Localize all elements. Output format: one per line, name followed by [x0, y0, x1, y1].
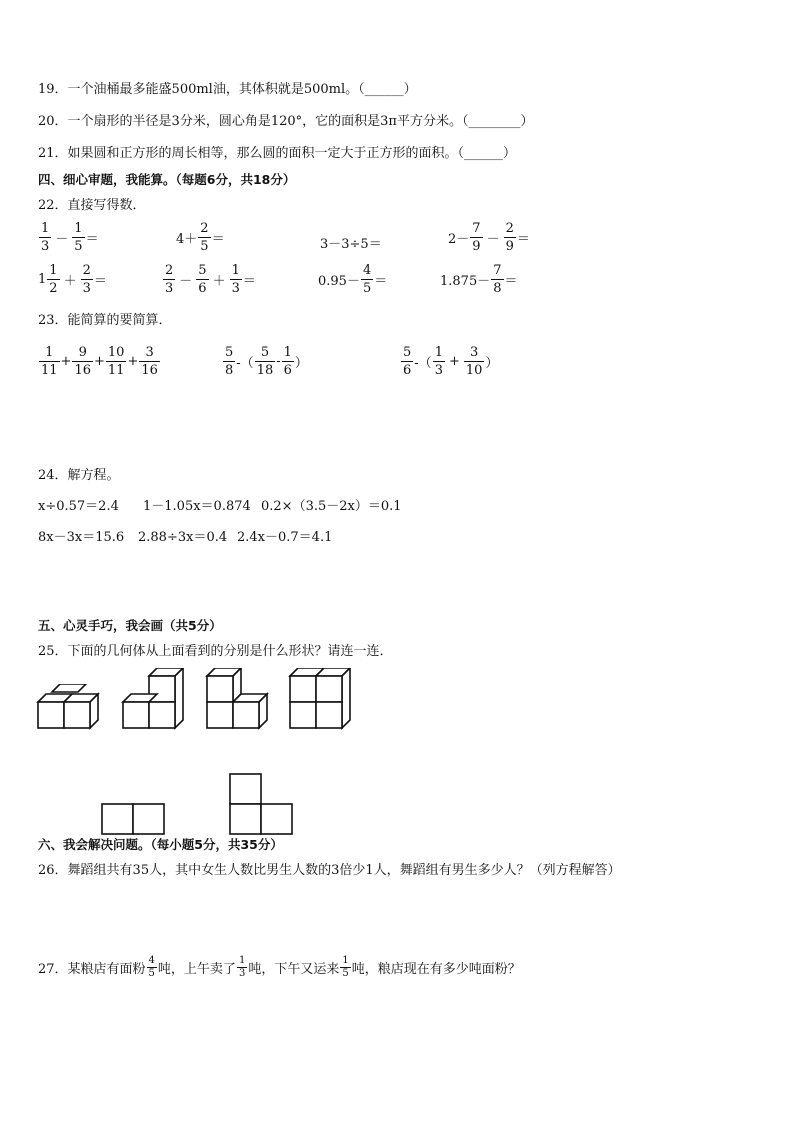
calc-expression: $\frac{2}{3}$ － $\frac{5}{6}$ ＋ $\frac{1}{3}$ ＝ — [165, 263, 256, 296]
equation: 2.4x－0.7＝4.1 — [237, 530, 333, 545]
simplify-expression: $\frac{5}{8}$ -（ $\frac{5}{18}$ - $\frac{1}{6}$ ） — [225, 345, 308, 378]
calc-expression: 2－ $\frac{7}{9}$ － $\frac{2}{9}$ ＝ — [448, 221, 530, 254]
calc-expression: 1 $\frac{1}{2}$ ＋ $\frac{2}{3}$ ＝ — [38, 263, 107, 296]
question-24-title: 24．解方程。 — [38, 468, 120, 483]
section-6-title: 六、我会解决问题。（每小题5分，共35分） — [38, 837, 283, 852]
equation: 8x－3x＝15.6 — [38, 530, 125, 545]
cube-solid-1 — [36, 684, 102, 732]
cube-solid-2 — [121, 668, 185, 732]
question-25-title: 25．下面的几何体从上面看到的分别是什么形状？请连一连． — [38, 644, 393, 659]
question-23-title: 23．能简算的要简算． — [38, 313, 172, 328]
question-20: 20．一个扇形的半径是3分米，圆心角是120°，它的面积是3π平方分米。（________） — [38, 114, 534, 129]
section-5-title: 五、心灵手巧，我会画（共5分） — [38, 618, 222, 633]
simplify-expression: $\frac{1}{11}$ + $\frac{9}{16}$ + $\frac{10}{11}$ + $\frac{3}{16}$ — [41, 345, 158, 378]
question-27: 27．某粮店有面粉 $\frac{4}{5}$ 吨，上午卖了 $\frac{1}{3}$ 吨，下午又运来 $\frac{1}{5}$ 吨，粮店现在有多少吨面粉？ — [38, 955, 521, 979]
calc-expression: 0.95－ $\frac{4}{5}$ ＝ — [318, 263, 388, 296]
cube-solid-4 — [288, 668, 352, 732]
equation: 0.2×（3.5－2x）＝0.1 — [261, 499, 402, 514]
calc-expression: $\frac{1}{3}$ － $\frac{1}{5}$ ＝ — [41, 221, 99, 254]
calc-expression: 3－3÷5＝ — [320, 237, 382, 252]
question-26: 26．舞蹈组共有35人，其中女生人数比男生人数的3倍少1人，舞蹈组有男生多少人？（列方程解答） — [38, 863, 621, 878]
section-4-title: 四、细心审题，我能算。（每题6分，共18分） — [38, 172, 296, 187]
equation: 1－1.05x＝0.874 — [143, 499, 251, 514]
top-view-2 — [228, 772, 294, 836]
calc-expression: 1.875－ $\frac{7}{8}$ ＝ — [440, 263, 518, 296]
question-22-title: 22．直接写得数． — [38, 198, 146, 213]
question-21: 21．如果圆和正方形的周长相等，那么圆的面积一定大于正方形的面积。（______） — [38, 146, 517, 161]
equation: 2.88÷3x＝0.4 — [138, 530, 228, 545]
calc-expression: 4＋ $\frac{2}{5}$ ＝ — [176, 221, 225, 254]
top-view-1 — [100, 802, 166, 836]
equation: x÷0.57＝2.4 — [38, 499, 119, 514]
simplify-expression: $\frac{5}{6}$ -（ $\frac{1}{3}$ + $\frac{3}{10}$ ） — [403, 345, 499, 378]
cube-solid-3 — [205, 668, 271, 732]
question-19: 19．一个油桶最多能盛500ml油，其体积就是500ml。（______） — [38, 82, 417, 97]
